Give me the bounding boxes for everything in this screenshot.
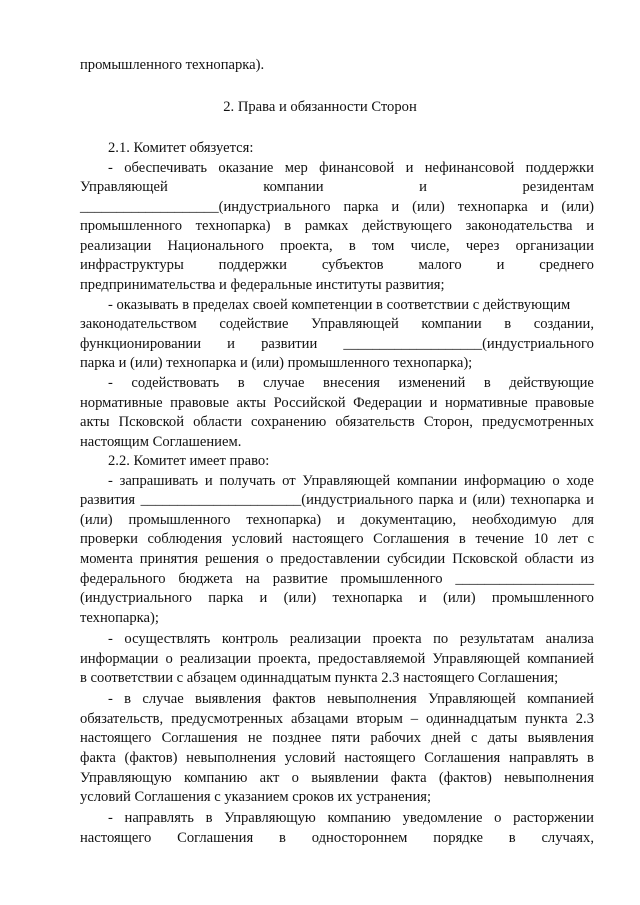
text-line — [80, 237, 594, 255]
word: лет — [557, 531, 578, 547]
word: - — [108, 473, 113, 489]
word: организации — [515, 238, 594, 254]
word: и — [405, 160, 414, 176]
word: с — [587, 531, 594, 547]
word: компанию — [327, 810, 391, 826]
word: оказание — [218, 160, 274, 176]
word: не — [247, 730, 263, 746]
text-line — [80, 809, 594, 827]
word: (или) — [80, 512, 113, 528]
word: информации — [80, 651, 159, 667]
text-line — [80, 570, 594, 588]
word: документацию, — [360, 512, 457, 528]
word: поддержки — [218, 257, 287, 273]
word: в — [483, 375, 491, 391]
word: в — [508, 830, 516, 846]
word: реализации — [289, 631, 362, 647]
word: анализа — [545, 631, 594, 647]
text-line — [80, 178, 594, 196]
word: факта — [390, 770, 427, 786]
text-line — [80, 159, 594, 177]
word: (или) — [412, 199, 445, 215]
word: о — [265, 551, 274, 567]
text-line: - оказывать в пределах своей компетенции в соответствии с действующим — [108, 297, 571, 313]
word: невыполнения — [326, 691, 417, 707]
word: случае — [263, 375, 305, 391]
word: о — [494, 810, 502, 826]
word: запрашивать — [119, 473, 199, 489]
word: случаях, — [541, 830, 594, 846]
word: Псковской — [118, 414, 185, 430]
text-line: условий Соглашения с указанием сроков их устранения; — [80, 789, 432, 805]
text-line — [80, 630, 594, 648]
text-line — [80, 710, 594, 728]
word: Управляющей — [428, 691, 516, 707]
word: ___________________ — [455, 571, 594, 587]
word: компанией — [527, 691, 594, 707]
word: и — [204, 473, 213, 489]
word: получать — [219, 473, 276, 489]
word: факта — [80, 750, 116, 766]
word: нефинансовой — [424, 160, 515, 176]
word: о — [291, 770, 299, 786]
word: и — [459, 492, 467, 508]
word: на — [245, 571, 260, 587]
word: одностороннем — [311, 830, 408, 846]
word: ходе — [566, 473, 594, 489]
word: числе, — [410, 238, 450, 254]
word: и — [540, 199, 549, 215]
word: - — [108, 375, 113, 391]
text-line — [80, 256, 594, 274]
word: (фактов) — [124, 750, 178, 766]
word: функционировании — [80, 336, 202, 352]
text-line — [80, 491, 594, 509]
word: малого — [418, 257, 462, 273]
word: субъектов — [321, 257, 384, 273]
word: настоящего — [344, 750, 416, 766]
word: в — [348, 238, 356, 254]
section-title: 2. Права и обязанности Сторон — [223, 99, 417, 115]
word: дней — [431, 730, 461, 746]
word: содействовать — [131, 375, 220, 391]
word: проекта, — [258, 651, 311, 667]
word: результатам — [459, 631, 535, 647]
word: Управляющей — [302, 473, 391, 489]
word: информацию — [464, 473, 546, 489]
text-line: парка и (или) технопарка и (или) промышленного технопарка); — [80, 355, 473, 371]
word: обеспечивать — [124, 160, 208, 176]
word: изменений — [398, 375, 466, 391]
word: создании, — [533, 316, 594, 332]
word: обязательств — [335, 414, 415, 430]
word: - — [108, 810, 113, 826]
word: выявлении — [311, 770, 379, 786]
word: субсидии — [387, 551, 446, 567]
word: осуществлять — [124, 631, 211, 647]
word: предоставляемой — [317, 651, 426, 667]
word: для — [572, 512, 594, 528]
word: промышленного — [128, 512, 231, 528]
word: том — [371, 238, 395, 254]
word: в — [279, 830, 286, 846]
word: настоящего — [80, 730, 152, 746]
word: Соглашения — [373, 531, 450, 547]
text-line — [80, 198, 594, 216]
word: и — [586, 492, 594, 508]
word: Псковской — [452, 551, 518, 567]
word: акт — [259, 770, 280, 786]
word: в — [458, 531, 466, 547]
text-line: настоящим Соглашением. — [80, 434, 242, 450]
word: реализации — [80, 238, 152, 254]
text-line — [80, 729, 594, 747]
word: - — [108, 691, 113, 707]
word: поддержки — [525, 160, 594, 176]
word: предоставлении — [280, 551, 381, 567]
word: – — [410, 711, 419, 727]
word: вторым — [356, 711, 403, 727]
word: действующие — [509, 375, 594, 391]
text-line — [80, 690, 594, 708]
word: абзацами — [291, 711, 349, 727]
word: и — [496, 257, 505, 273]
word: настоящего — [292, 531, 364, 547]
text-line — [80, 511, 594, 529]
word: Сторон, — [423, 414, 473, 430]
word: промышленного — [340, 571, 443, 587]
word: нормативные — [80, 395, 163, 411]
text-line: в соответствии с абзацем одиннадцатым пункта 2.3 настоящего Соглашения; — [80, 670, 559, 686]
word: (или) — [472, 492, 506, 508]
word: технопарка — [332, 590, 403, 606]
word: содействие — [219, 316, 289, 332]
text-line — [80, 335, 594, 353]
word: и — [227, 336, 235, 352]
word: акты — [236, 395, 267, 411]
text-line — [80, 394, 594, 412]
word: условий — [231, 531, 283, 547]
text-line — [80, 374, 594, 392]
word: порядке — [433, 830, 483, 846]
word: развитие — [272, 571, 328, 587]
text-line — [80, 829, 594, 847]
word: Российской — [273, 395, 346, 411]
word: мер — [284, 160, 308, 176]
text-line — [80, 530, 594, 548]
word: предусмотренных — [482, 414, 594, 430]
word: развитии — [261, 336, 318, 352]
word: действующего — [362, 218, 452, 234]
text-line: технопарка); — [80, 610, 159, 626]
word: и — [419, 179, 427, 195]
word: через — [465, 238, 500, 254]
word: ___________________(индустриального — [80, 199, 331, 215]
word: технопарка) — [246, 512, 322, 528]
word: Федерации — [353, 395, 423, 411]
text-line — [80, 769, 594, 787]
clause-2-2-heading: 2.2. Комитет имеет право: — [108, 453, 270, 469]
word: Управляющей — [311, 316, 399, 332]
word: промышленного — [491, 590, 594, 606]
word: контроль — [221, 631, 279, 647]
clause-2-1-heading: 2.1. Комитет обязуется: — [108, 140, 254, 156]
word: технопарка) — [195, 218, 271, 234]
text-line — [80, 315, 594, 333]
word: даты — [487, 730, 518, 746]
word: решения — [205, 551, 259, 567]
word: Управляющей — [80, 179, 168, 195]
word: уведомление — [402, 810, 483, 826]
word: Управляющую — [80, 770, 172, 786]
text-line — [80, 472, 594, 490]
word: рабочих — [370, 730, 421, 746]
text-line — [80, 413, 594, 431]
word: (или) — [442, 590, 476, 606]
word: акты — [80, 414, 110, 430]
word: о — [552, 473, 560, 489]
word: в — [124, 691, 132, 707]
word: выявления — [527, 730, 594, 746]
word: и — [429, 395, 438, 411]
word: проекта, — [280, 238, 333, 254]
word: в — [587, 750, 594, 766]
word: расторжении — [513, 810, 594, 826]
word: из — [580, 551, 594, 567]
word: выявления — [194, 691, 262, 707]
word: компании — [396, 473, 458, 489]
word: и — [391, 199, 400, 215]
word: реализации — [179, 651, 252, 667]
word: пункта — [524, 711, 568, 727]
word: Соглашения — [177, 830, 254, 846]
word: правовые — [535, 395, 594, 411]
word: компании — [263, 179, 324, 195]
word: законодательства — [465, 218, 573, 234]
word: проекта — [372, 631, 422, 647]
word: бюджета — [178, 571, 233, 587]
word: парка — [208, 590, 244, 606]
word: Соглашения — [161, 730, 238, 746]
word: парка — [418, 492, 454, 508]
word: рамках — [304, 218, 349, 234]
word: компанией — [527, 651, 594, 667]
word: принятия — [139, 551, 199, 567]
word: проверки — [80, 531, 138, 547]
word: о — [165, 651, 173, 667]
word: в — [205, 810, 213, 826]
word: (фактов) — [438, 770, 492, 786]
word: одиннадцатым — [426, 711, 517, 727]
word: фактов — [272, 691, 316, 707]
word: Национального — [167, 238, 264, 254]
word: и — [418, 590, 427, 606]
word: компании — [421, 316, 482, 332]
word: технопарка — [457, 199, 528, 215]
word: по — [433, 631, 449, 647]
word: течение — [475, 531, 524, 547]
word: законодательством — [80, 316, 197, 332]
word: предусмотренных — [171, 711, 284, 727]
word: и — [259, 590, 268, 606]
word: развития — [80, 492, 136, 508]
word: правовые — [170, 395, 229, 411]
word: 2.3 — [575, 711, 594, 727]
word: (или) — [283, 590, 317, 606]
word: в — [237, 375, 245, 391]
word: резидентам — [522, 179, 594, 195]
word: момента — [80, 551, 133, 567]
word: внесения — [322, 375, 380, 391]
word: с — [471, 730, 478, 746]
word: области — [193, 414, 242, 430]
word: и — [586, 218, 594, 234]
text-line — [80, 550, 594, 568]
word: 10 — [533, 531, 549, 547]
word: невыполнения — [504, 770, 594, 786]
text-line: предпринимательства и федеральные институты развития; — [80, 277, 445, 293]
word: инфраструктуры — [80, 257, 184, 273]
text-line — [80, 749, 594, 767]
word: позднее — [272, 730, 322, 746]
word: невыполнения — [186, 750, 276, 766]
word: Соглашения — [424, 750, 501, 766]
word: нормативные — [444, 395, 528, 411]
word: пяти — [331, 730, 361, 746]
word: (или) — [561, 199, 594, 215]
word: финансовой — [319, 160, 395, 176]
word: и — [337, 512, 345, 528]
word: области — [524, 551, 574, 567]
word: от — [282, 473, 296, 489]
text-line — [80, 217, 594, 235]
word: Управляющую — [224, 810, 316, 826]
word: промышленного — [80, 218, 182, 234]
text-line — [80, 650, 594, 668]
text-line: промышленного технопарка). — [80, 57, 265, 73]
word: случае — [142, 691, 184, 707]
text-line — [80, 589, 594, 607]
word: условий — [284, 750, 336, 766]
word: федерального — [80, 571, 166, 587]
word: компанию — [183, 770, 248, 786]
word: сохранению — [250, 414, 327, 430]
word: соблюдения — [147, 531, 223, 547]
word: ___________________(индустриального — [343, 336, 594, 352]
word: обязательств, — [80, 711, 164, 727]
word: в — [284, 218, 292, 234]
word: (индустриального — [80, 590, 192, 606]
word: Управляющей — [432, 651, 521, 667]
word: технопарка — [510, 492, 581, 508]
word: в — [504, 316, 512, 332]
word: необходимую — [471, 512, 557, 528]
word: направлять — [508, 750, 579, 766]
word: - — [108, 631, 113, 647]
word: направлять — [124, 810, 194, 826]
word: - — [108, 160, 113, 176]
word: парка — [343, 199, 379, 215]
word: настоящего — [80, 830, 152, 846]
word: среднего — [539, 257, 594, 273]
word: ______________________(индустриального — [140, 492, 414, 508]
